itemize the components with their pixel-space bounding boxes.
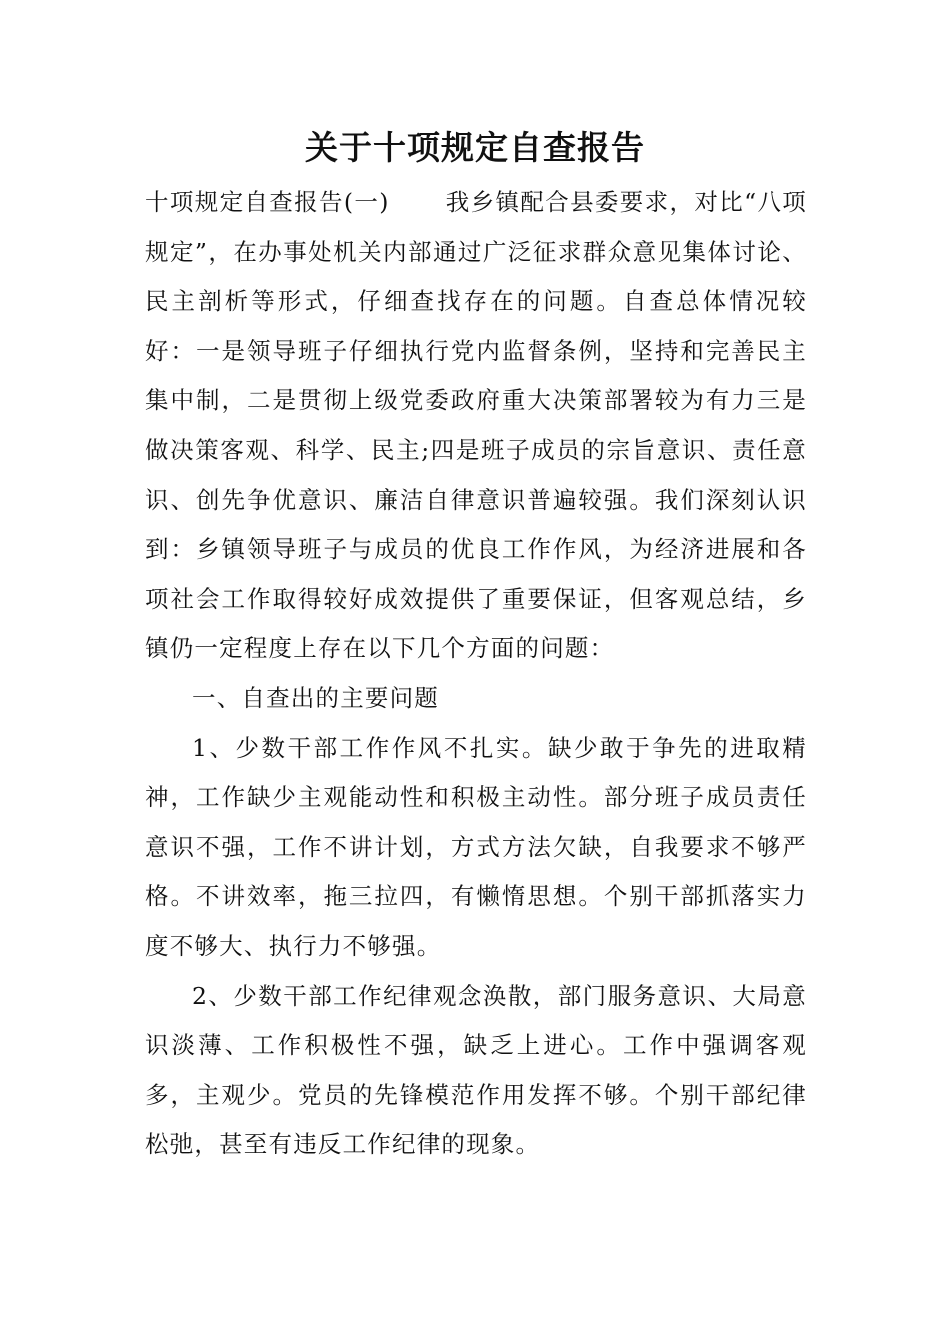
section-heading: 一、自查出的主要问题 xyxy=(192,683,439,712)
document-title: 关于十项规定自查报告 xyxy=(305,128,645,167)
intro-label: 十项规定自查报告(一) xyxy=(145,188,390,216)
problem-item-1: 1、少数干部工作作风不扎实。缺少敢于争先的进取精神，工作缺少主观能动性和积极主动性。部分班子成员责任意识不强，工作不讲计划，方式方法欠缺，自我要求不够严格。不讲效率，拖三拉四，有懒惰思想。个别干部抓落实力度不够大、执行力不够强。 xyxy=(145,733,807,960)
problem-item-2: 2、少数干部工作纪律观念涣散，部门服务意识、大局意识淡薄、工作积极性不强，缺乏上进心。工作中强调客观多，主观少。党员的先锋模范作用发挥不够。个别干部纪律松弛，甚至有违反工作纪律的现象。 xyxy=(145,981,807,1159)
document-body xyxy=(145,178,807,1170)
intro-paragraph xyxy=(145,178,807,674)
intro-text: 我乡镇配合县委要求，对比“八项规定”，在办事处机关内部通过广泛征求群众意见集体讨论、民主剖析等形式，仔细查找存在的问题。自查总体情况较好：一是领导班子仔细执行党内监督条例，坚持和完善民主集中制，二是贯彻上级党委政府重大决策部署较为有力三是做决策客观、科学、民主;四是班子成员的宗旨意识、责任意识、创先争优意识、廉洁自律意识普遍较强。我们深刻认识到：乡镇领导班子与成员的优良工作作风，为经济进展和各项社会工作取得较好成效提供了重要保证，但客观总结，乡镇仍一定程度上存在以下几个方面的问题： xyxy=(145,188,808,663)
